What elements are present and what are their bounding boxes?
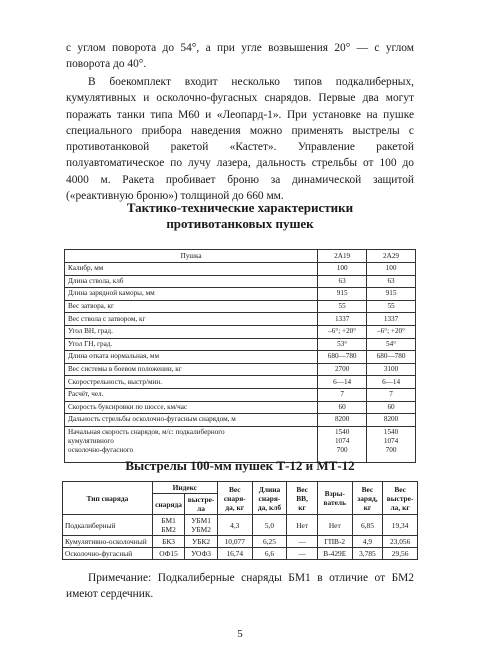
cell-shell-weight: 16,74 bbox=[217, 548, 252, 560]
shell-type: Осколочно-фугасный bbox=[63, 548, 153, 560]
cell-2a29: 54° bbox=[367, 338, 416, 351]
cell-shell-index: БМ1 БМ2 bbox=[152, 515, 184, 536]
cell-charge-weight: 3,785 bbox=[352, 548, 383, 560]
cell-round-index: УОФ3 bbox=[185, 548, 218, 560]
header-index: Индекс bbox=[152, 482, 217, 494]
cell-2a19: 6—14 bbox=[318, 376, 367, 389]
table-row bbox=[65, 300, 416, 313]
table-row bbox=[65, 313, 416, 326]
paragraph-ammunition: В боекомплект входит несколько типов подкалиберных, кумулятивных и осколочно-фугасных снарядов. Первые два могут поражать танки типа М60 и «Леопард-1». При установке на пушке специального прибора наведения можно применять выстрелы с противотанковой ракетой «Кастет». Управление ракетой полуавтоматическое по лучу лазера, дальность стрельбы от 100 до 4000 м. Ракета пробивает броню за динамической защитой («реактивную броню») толщиной до 660 мм. bbox=[66, 76, 414, 203]
table-row bbox=[65, 325, 416, 338]
header-2a19: 2А19 bbox=[318, 250, 367, 263]
table-row bbox=[65, 363, 416, 376]
row-label: Калибр, мм bbox=[65, 263, 318, 276]
cell-2a29: 1540 1074 700 bbox=[367, 426, 416, 462]
cell-explosive-weight: — bbox=[287, 536, 318, 548]
cell-2a29: 55 bbox=[367, 300, 416, 313]
header-charge-weight: Вес заряд, кг bbox=[352, 482, 383, 515]
cell-round-index: УБМ1 УБМ2 bbox=[185, 515, 218, 536]
table-row bbox=[63, 548, 418, 560]
specs-table bbox=[64, 249, 416, 463]
cell-2a19: 1337 bbox=[318, 313, 367, 326]
table-row bbox=[65, 288, 416, 301]
cell-2a29: 100 bbox=[367, 263, 416, 276]
cell-2a19: 8200 bbox=[318, 414, 367, 427]
table-row bbox=[65, 338, 416, 351]
cell-round-weight: 29,56 bbox=[383, 548, 418, 560]
cell-2a19: –6°; +20° bbox=[318, 325, 367, 338]
cell-2a19: 915 bbox=[318, 288, 367, 301]
specs-header-row bbox=[65, 250, 416, 263]
table1-title-line1: Тактико-технические характеристики bbox=[126, 200, 354, 215]
rounds-header-row-1 bbox=[63, 482, 418, 494]
row-label: Длина отката нормальная, мм bbox=[65, 351, 318, 364]
table2-title: Выстрелы 100-мм пушек Т-12 и МТ-12 bbox=[125, 458, 355, 473]
header-shell-weight: Вес снаря- да, кг bbox=[217, 482, 252, 515]
cell-2a29: 3100 bbox=[367, 363, 416, 376]
cell-2a29: 1337 bbox=[367, 313, 416, 326]
header-fuze: Взры- ватель bbox=[317, 482, 352, 515]
table-row bbox=[63, 515, 418, 536]
row-label: Длина ствола, клб bbox=[65, 275, 318, 288]
footnote: Примечание: Подкалиберные снаряды БМ1 в отличие от БМ2 имеют сердечник. bbox=[66, 572, 414, 601]
cell-shell-length: 6,25 bbox=[252, 536, 287, 548]
row-label: Вес системы в боевом положении, кг bbox=[65, 363, 318, 376]
header-index-shell: снаряда bbox=[152, 494, 184, 515]
header-shell-length: Длина снаря- да, клб bbox=[252, 482, 287, 515]
cell-2a19: 53° bbox=[318, 338, 367, 351]
cell-2a19: 63 bbox=[318, 275, 367, 288]
shell-type: Кумулятивно-осколочный bbox=[63, 536, 153, 548]
page-number: 5 bbox=[237, 628, 243, 640]
row-label: Дальность стрельбы осколочно-фугасным снарядом, м bbox=[65, 414, 318, 427]
cell-fuze: В-429Е bbox=[317, 548, 352, 560]
cell-round-weight: 19,34 bbox=[383, 515, 418, 536]
row-label: Начальная скорость снарядов, м/с: подкалиберного кумулятивного осколочно-фугасного bbox=[65, 426, 318, 462]
table1-title-line2: противотанковых пушек bbox=[166, 216, 314, 231]
table-row bbox=[65, 351, 416, 364]
cell-explosive-weight: — bbox=[287, 548, 318, 560]
row-label: Скорострельность, выстр/мин. bbox=[65, 376, 318, 389]
cell-2a19: 55 bbox=[318, 300, 367, 313]
table-row bbox=[65, 263, 416, 276]
cell-2a29: 680—780 bbox=[367, 351, 416, 364]
cell-charge-weight: 6,85 bbox=[352, 515, 383, 536]
cell-fuze: ГПВ-2 bbox=[317, 536, 352, 548]
cell-shell-index: ОФ15 bbox=[152, 548, 184, 560]
cell-shell-weight: 4,3 bbox=[217, 515, 252, 536]
header-round-weight: Вес выстре- ла, кг bbox=[383, 482, 418, 515]
cell-2a29: –6°; +20° bbox=[367, 325, 416, 338]
row-label: Угол ГН, град. bbox=[65, 338, 318, 351]
rounds-table bbox=[62, 481, 418, 560]
cell-2a29: 60 bbox=[367, 401, 416, 414]
header-shell-type: Тип снаряда bbox=[63, 482, 153, 515]
cell-2a19: 680—780 bbox=[318, 351, 367, 364]
row-label: Скорость буксировки по шоссе, км/час bbox=[65, 401, 318, 414]
row-label: Расчёт, чел. bbox=[65, 388, 318, 401]
cell-2a29: 63 bbox=[367, 275, 416, 288]
header-gun: Пушка bbox=[65, 250, 318, 263]
table-row bbox=[65, 388, 416, 401]
cell-2a29: 7 bbox=[367, 388, 416, 401]
cell-shell-length: 6,6 bbox=[252, 548, 287, 560]
cell-2a19: 100 bbox=[318, 263, 367, 276]
table-row bbox=[65, 401, 416, 414]
paragraph-continuation: с углом поворота до 54°, а при угле возвышения 20° — с углом поворота до 40°. bbox=[66, 42, 414, 71]
cell-charge-weight: 4,9 bbox=[352, 536, 383, 548]
cell-2a19: 2700 bbox=[318, 363, 367, 376]
cell-2a29: 915 bbox=[367, 288, 416, 301]
table-row bbox=[65, 414, 416, 427]
cell-fuze: Нет bbox=[317, 515, 352, 536]
table-row bbox=[63, 536, 418, 548]
header-explosive-weight: Вес ВВ, кг bbox=[287, 482, 318, 515]
cell-2a19: 1540 1074 700 bbox=[318, 426, 367, 462]
cell-shell-length: 5,0 bbox=[252, 515, 287, 536]
row-label: Угол ВН, град. bbox=[65, 325, 318, 338]
row-label: Вес затвора, кг bbox=[65, 300, 318, 313]
cell-2a19: 60 bbox=[318, 401, 367, 414]
cell-shell-index: БК3 bbox=[152, 536, 184, 548]
header-index-round: выстре- ла bbox=[185, 494, 218, 515]
table-row bbox=[65, 275, 416, 288]
table-row bbox=[65, 426, 416, 462]
cell-round-index: УБК2 bbox=[185, 536, 218, 548]
cell-round-weight: 23,056 bbox=[383, 536, 418, 548]
cell-explosive-weight: Нет bbox=[287, 515, 318, 536]
cell-2a29: 8200 bbox=[367, 414, 416, 427]
row-label: Вес ствола с затвором, кг bbox=[65, 313, 318, 326]
cell-2a19: 7 bbox=[318, 388, 367, 401]
header-2a29: 2А29 bbox=[367, 250, 416, 263]
row-label: Длина зарядной каморы, мм bbox=[65, 288, 318, 301]
table-row bbox=[65, 376, 416, 389]
cell-shell-weight: 10,077 bbox=[217, 536, 252, 548]
shell-type: Подкалиберный bbox=[63, 515, 153, 536]
cell-2a29: 6—14 bbox=[367, 376, 416, 389]
